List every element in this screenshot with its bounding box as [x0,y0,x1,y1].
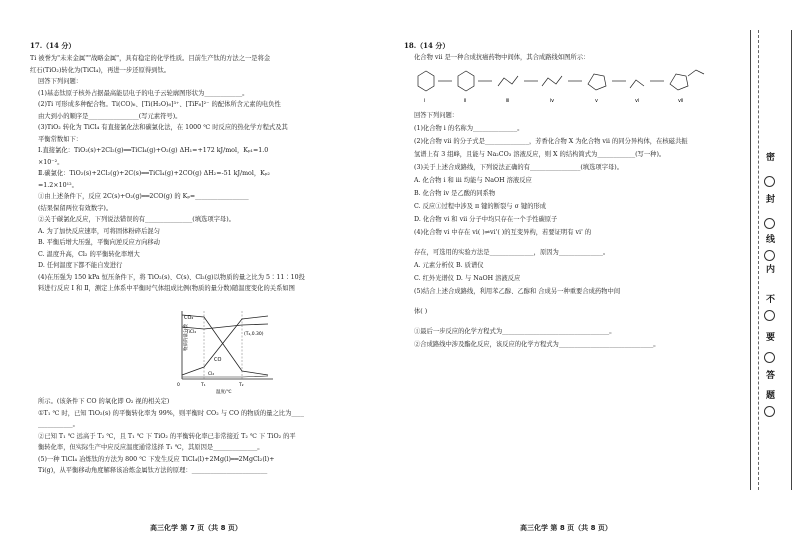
q17-line: 红石(TiO₂)转化为(TiCl₄)，再进一步还原得到钛。 [30,66,171,74]
binding-circle [764,406,775,417]
q17-line: 由大到小的顺序是________________(写元素符号)。 [38,112,182,120]
q17-line: Ti(g)，从平衡移动角度解释该冶炼金属钛方法的原理：________________________ [38,467,268,474]
ring-ii [458,71,474,91]
binding-char: 不 [766,295,776,305]
q17-line: A. 为了加快反应速率，可将固体粉碎后混匀 [38,227,160,235]
binding-char: 答 [766,371,776,381]
q18-line: A. 元素分析仪 B. 质谱仪 [414,262,484,269]
q17-line: =1.2×10¹²。 [38,181,78,189]
cl2-curve [182,376,268,377]
q18-line: A. 化合物 ⅰ 和 ⅲ 均能与 NaOH 溶液反应 [414,177,532,184]
binding-char: 封 [766,195,776,205]
ticl4-curve [182,324,268,329]
q17-line: ②关于碳氯化反应，下列说法错误的有_______________(填选项字母)。 [38,216,235,223]
tick-t1: T₁ [201,383,206,388]
q18-line: 回答下列问题： [414,112,459,119]
label-ii: ⅱ [464,98,467,104]
q18-line: C. 反应①过程中涉及 π 键的断裂与 σ 键的形成 [414,203,547,210]
binding-circle [764,250,775,261]
tick-t2: T₂ [239,383,244,388]
q17-line: 衡转化率，但实际生产中应反应温度通常选择 T₁ ℃，其原因是______________。 [38,444,264,451]
q18-line: C. 红外光谱仪 D. 与 NaOH 溶液反应 [414,275,521,282]
q17-line: 回答下列问题： [38,78,83,85]
label-vii: ⅶ [678,98,683,104]
q17-line: (2)Ti 可形成多种配合物。Ti(CO)₆、[Ti(H₂O)₆]³⁺、[TiF₆]²⁻ 的配体所含元素的电负性 [38,101,281,108]
q18-line: (2)化合物 ⅶ 的分子式是______________，芳香化合物 X 为化合物 ⅶ 的同分异构体，在核磁共振 [414,138,688,145]
q18-line: 体( ) [414,308,428,315]
chart-ylabel: 物质的量分数 [184,324,189,351]
label-iii: ⅲ [506,98,510,104]
question-18-intro: 化合物 vii 是一种合成抗癌药物中间体，其合成路线如图所示： [414,54,590,61]
q18-line: 存在，可选用的实验方法是______________，原因为______________。 [414,249,610,256]
q18-line: (1)化合物 ⅰ 的名称为______________。 [414,125,524,132]
ring-v [588,74,606,90]
question-18-title: 18.（14 分） [404,41,450,50]
q17-line: (1)基态钛原子核外占据最高能层电子的电子云轮廓图形状为____________。 [38,89,249,97]
q17-line: (5)一种 TiCl₄ 冶炼钛的方法为 800 ℃ 下发生反应 TiCl₄(l)+2Mg(l)══2MgCl₂(l)+ [38,455,275,463]
binding-circle [764,310,775,321]
point-label: (T₂,0.30) [244,332,264,337]
right-page [392,0,732,554]
binding-char: 密 [766,153,776,163]
q17-line: (3)TiO₂ 转化为 TiCl₄ 有直接氯化法和碳氯化法，在 1000 ℃ 时反应的热化学方程式及其 [38,124,288,131]
label-vi: ⅵ [635,98,640,104]
chart-xlabel: 温度/℃ [216,390,232,395]
binding-cut-line [758,30,759,490]
left-footer: 高三化学 第 7 页（共 8 页） [150,524,242,532]
synthesis-scheme [406,66,726,106]
q17-line: Ti 被誉为"未来金属""战略金属"，具有稳定的化学性质。目前生产钛的方法之一是将金 [30,55,271,62]
q17-line: ①由上述条件下，反应 2C(s)+O₂(g)══2CO(g) 的 Kₚ=_________________ [38,193,249,200]
binding-char: 要 [766,333,776,343]
q17-line: D. 任何温度下都不能自发进行 [38,262,123,269]
q18-line: 氢谱上有 3 组峰，且能与 Na₂CO₃ 溶液反应，则 X 的结构简式为____________(写一种)。 [414,151,666,158]
q17-line: Ⅰ.直接氯化：TiO₂(s)+2Cl₂(g)══TiCl₄(g)+O₂(g) ΔH₁=+172 kJ/mol，Kₚ₁=1.0 [38,147,269,154]
gas-composition-chart [168,305,278,395]
q17-line: Ⅱ.碳氯化：TiO₂(s)+2Cl₂(g)+2C(s)══TiCl₄(g)+2CO(g) ΔH₂=-51 kJ/mol，Kₚ₂ [38,170,270,177]
q17-line: ×10⁻²。 [38,158,64,166]
binding-circle [764,352,775,363]
q17-line: (4)在压强为 150 kPa 恒压条件下，将 TiO₂(s)、C(s)、Cl₂(g)以物质的量之比为 5∶11∶10投 [38,273,305,281]
series-cl2-label: Cl₂ [208,372,215,377]
binding-margin [740,0,800,554]
q18-line: (3)关于上述合成路线，下列说法正确的有________________(填选项字母)。 [414,164,624,171]
q18-line: (5)结合上述合成路线，利用苯乙醇、乙醇和 合成另一种重要合成药物中间 [414,288,621,295]
binding-char: 线 [766,235,776,245]
q17-line: C. 温度升高，Cl₂ 的平衡转化率增大 [38,250,140,258]
q18-line: ①最后一步反应的化学方程式为__________________________________。 [414,328,616,335]
ring-vii [670,74,688,90]
chart-origin: 0 [177,383,180,388]
series-co-label: CO [214,357,222,363]
benzene-ring-i [418,71,434,91]
q17-line: B. 平衡后增大压强，平衡向逆反应方向移动 [38,239,160,246]
q18-line: D. 化合物 ⅵ 和 ⅶ 分子中均只存在一个手性碳原子 [414,216,558,223]
label-v: ⅴ [595,98,598,104]
label-iv: ⅳ [550,98,555,104]
binding-char: 题 [766,391,776,401]
q17-line: ___________。 [38,421,79,428]
binding-circle [764,176,775,187]
q18-line: (4)化合物 ⅵ 中存在 ⅵ( )⇌ⅵ'( )的互变异构，若要证明有 ⅵ' 的 [414,229,592,236]
q17-line: 料进行反应 Ⅰ 和 Ⅱ，测定上体系中平衡时气体组成比例(物质的量分数)随温度变化的关系如图 [38,285,295,292]
binding-char: 内 [766,265,776,275]
binding-circle [764,218,775,229]
q17-line: (结果保留两位有效数字)。 [38,204,113,212]
q17-line: ②已知 T₁ ℃ 远高于 T₂ ℃，且 T₁ ℃ 下 TiO₂ 的平衡转化率已非常接近 T₂ ℃ 下 TiO₂ 的平 [38,432,296,440]
series-ticl4-label: TiCl₄ [186,330,197,335]
q17-line: 所示。(该条件下 CO 的氧化即 O₂ 视的相关定) [38,398,170,405]
label-i: ⅰ [424,98,426,104]
right-footer: 高三化学 第 8 页（共 8 页） [520,524,612,532]
series-co2-label: CO₂ [184,315,194,321]
co2-curve [182,315,268,375]
left-page [0,0,380,554]
q18-line: B. 化合物 ⅳ 是乙酸的同系物 [414,190,496,197]
question-17-title: 17.（14 分） [30,41,76,50]
q17-line: 平衡常数如下： [38,135,83,143]
q17-line: ①T₁ ℃ 时，已知 TiO₂(s) 的平衡转化率为 99%，则平衡时 CO₂ 与 CO 的物质的量之比为____ [38,409,304,417]
q18-line: ②合成路线中涉及酯化反应，该反应的化学方程式为______________________________。 [414,341,660,348]
